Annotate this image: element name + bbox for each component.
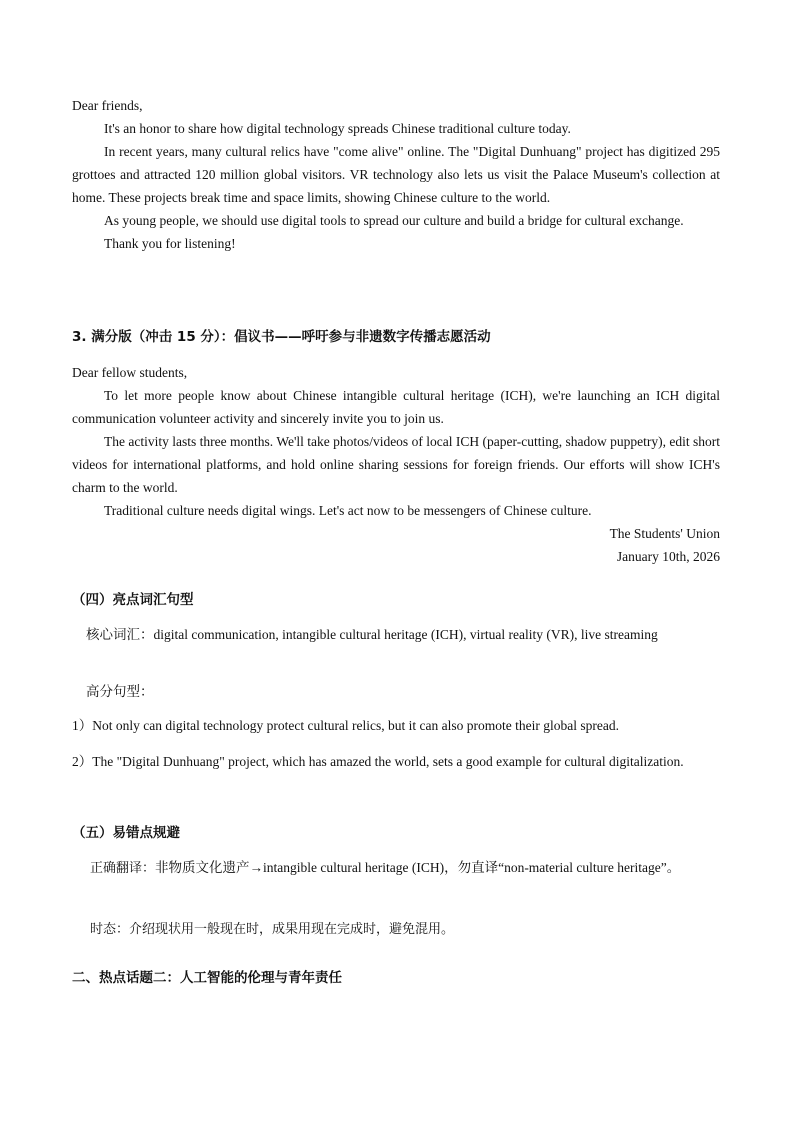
sentence-pattern-label: 高分句型： — [86, 684, 154, 700]
section-4-heading: （四）亮点词汇句型 — [72, 592, 194, 608]
proposal-date: January 10th, 2026 — [616, 549, 720, 564]
proposal-signature: The Students' Union — [609, 526, 720, 541]
proposal-greeting: Dear fellow students, — [72, 365, 188, 380]
speech-paragraph: Thank you for listening! — [104, 236, 236, 251]
proposal-paragraph: To let more people know about Chinese intangible cultural heritage (ICH), we're launching an ICH digital communication volunteer activity and sincerely invite you to join us. — [72, 388, 720, 426]
proposal-paragraph: The activity lasts three months. We'll take photos/videos of local ICH (paper-cutting, shadow puppetry), edit short videos for international platforms, and hold online sharing sessions for foreign friends. Our efforts will show ICH's charm to the world. — [72, 434, 720, 495]
sentence-item: 2）The "Digital Dunhuang" project, which has amazed the world, sets a good example for cultural digitalization. — [72, 754, 684, 769]
translation-text: 非物质文化遗产→intangible cultural heritage (ICH)，勿直译“non-material culture heritage”。 — [155, 860, 681, 875]
topic-2-heading: 二、热点话题二：人工智能的伦理与青年责任 — [72, 970, 342, 986]
tense-note — [90, 920, 454, 940]
section-3-heading: 3. 满分版（冲击 15 分）：倡议书——呼吁参与非遗数字传播志愿活动 — [72, 329, 491, 345]
speech-paragraph: It's an honor to share how digital technology spreads Chinese traditional culture today. — [104, 121, 571, 136]
core-vocab — [52, 620, 720, 650]
tense-label: 时态： — [90, 922, 130, 937]
speech-paragraph: In recent years, many cultural relics have "come alive" online. The "Digital Dunhuang" project has digitized 295 grottoes and attracted 120 million global visitors. VR technology also lets us visit the Palace Museum's collection at home. These projects break time and space limits, showing Chinese culture to the world. — [72, 144, 720, 205]
core-vocab-text: digital communication, intangible cultural heritage (ICH), virtual reality (VR), live streaming — [153, 627, 658, 642]
tense-text: 介绍现状用一般现在时，成果用现在完成时，避免混用。 — [129, 922, 455, 937]
proposal-paragraph: Traditional culture needs digital wings. Let's act now to be messengers of Chinese culture. — [104, 503, 592, 518]
speech-greeting: Dear friends, — [72, 98, 143, 113]
section-5-heading: （五）易错点规避 — [72, 825, 180, 841]
core-vocab-label: 核心词汇： — [86, 627, 154, 643]
translation-label: 正确翻译： — [90, 861, 156, 876]
translation-note — [72, 853, 720, 883]
sentence-item: 1）Not only can digital technology protect cultural relics, but it can also promote their global spread. — [72, 718, 619, 733]
proposal-letter — [72, 361, 720, 568]
speech-paragraph: As young people, we should use digital tools to spread our culture and build a bridge for cultural exchange. — [104, 213, 684, 228]
speech-letter — [72, 94, 720, 255]
